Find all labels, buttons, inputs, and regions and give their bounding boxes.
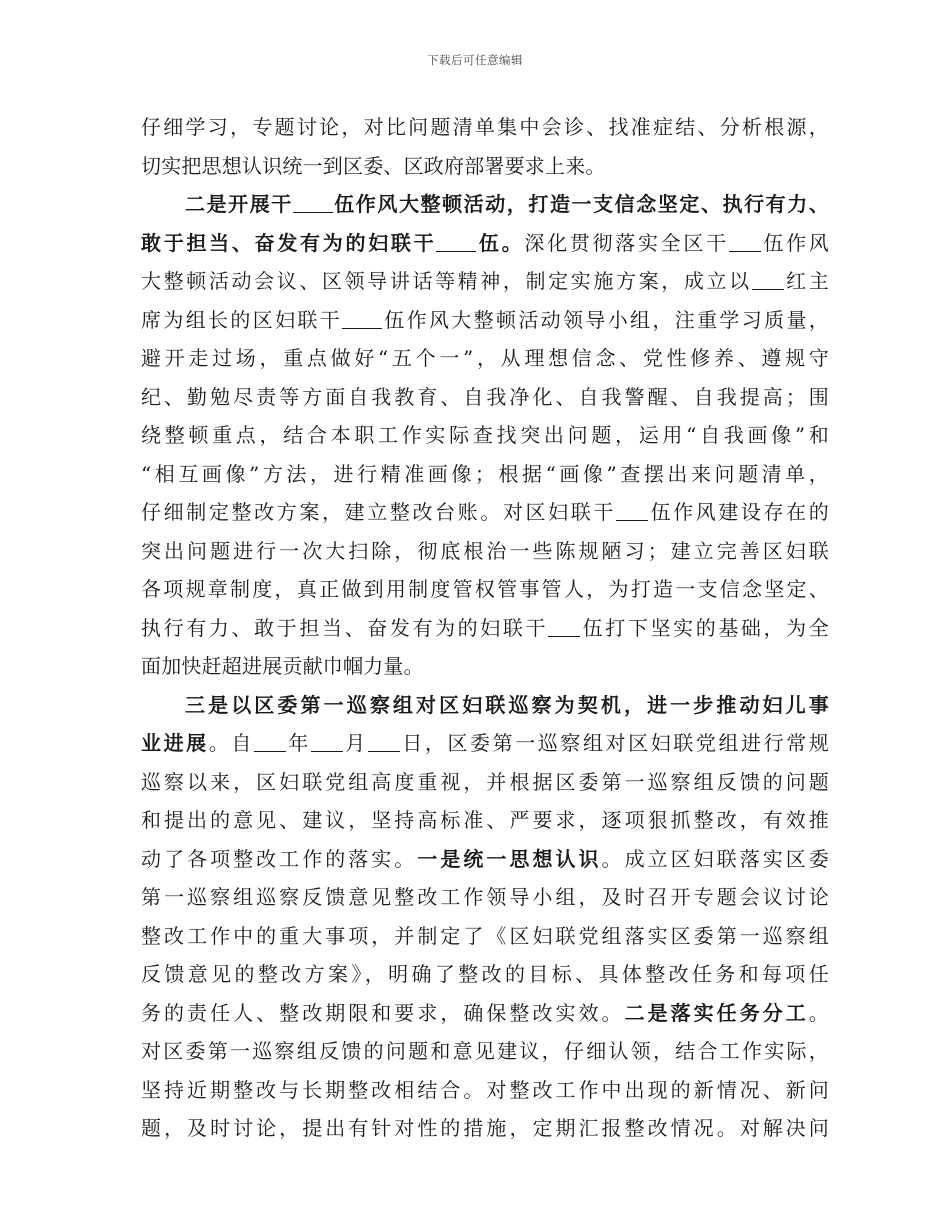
text-span: 二是落实任务分工 [624, 1000, 809, 1025]
text-span: 伍作风 [760, 230, 829, 255]
text-span: 。自 [208, 731, 254, 755]
text-line [141, 301, 829, 340]
fill-blank [729, 229, 761, 252]
text-line: “相互画像”方法，进行精准画像；根据“画像”查摆出来问题清单， [141, 461, 829, 486]
page-header: 下载后可任意编辑 [427, 53, 523, 67]
text-span: 日，区委第一巡察组对区妇联党组进行常规 [399, 731, 829, 755]
text-span: 敢于担当、奋发有为的妇联干 [141, 230, 437, 255]
text-span: 月 [342, 731, 368, 755]
text-line [141, 994, 829, 1033]
text-line [141, 224, 829, 263]
text-line: 突出问题进行一次大扫除，彻底根治一些陈规陋习；建立完善区妇联 [141, 538, 829, 563]
text-span: 二是开展干 [185, 192, 293, 216]
fill-blank [311, 729, 343, 752]
fill-blank [293, 190, 333, 213]
text-span: 伍作风大整顿活动，打造一支信念坚定、执行有力、 [332, 192, 829, 216]
text-span: 。成立区妇联落实区委 [601, 846, 829, 871]
text-span: 大整顿活动会议、区领导讲话等精神，制定实施方案，成立以 [141, 269, 752, 293]
text-span: 执行有力、敢于担当、奋发有为的妇联干 [141, 615, 549, 640]
text-line: 纪、勤勉尽责等方面自我教育、自我净化、自我警醒、自我提高；围 [141, 384, 829, 409]
text-span: 一是统一思想认识 [417, 846, 602, 871]
paragraph-heading-line: 三是以区委第一巡察组对区妇联巡察为契机，进一步推动妇儿事 [185, 692, 829, 717]
text-line [141, 724, 829, 763]
text-line [141, 493, 829, 532]
text-line: 坚持近期整改与长期整改相结合。对整改工作中出现的新情况、新问 [141, 1077, 829, 1102]
text-span: 。 [808, 1000, 829, 1025]
text-line: 整改工作中的重大事项，并制定了《区妇联党组落实区委第一巡察组 [141, 923, 829, 948]
text-span: 业进展 [141, 731, 209, 755]
text-span: 伍作风大整顿活动领导小组，注重学习质量， [382, 307, 829, 332]
fill-blank [342, 306, 382, 329]
text-span: 席为组长的区妇联干 [141, 307, 343, 332]
fill-blank [752, 267, 784, 290]
text-line: 和提出的意见、建议，坚持高标准、严要求，逐项狠抓整改，有效推 [141, 808, 829, 832]
text-line: 对区委第一巡察组反馈的问题和意见建议，仔细认领，结合工作实际， [141, 1039, 829, 1063]
text-line [141, 840, 829, 879]
text-line: 巡察以来，区妇联党组高度重视，并根据区委第一巡察组反馈的问题 [141, 769, 829, 794]
text-line: 第一巡察组巡察反馈意见整改工作领导小组，及时召开专题会议讨论 [141, 885, 829, 909]
text-line: 各项规章制度，真正做到用制度管权管事管人，为打造一支信念坚定、 [141, 577, 829, 601]
text-span: 红主 [783, 269, 829, 293]
text-span: 伍。 [476, 230, 525, 255]
paragraph-heading-line [141, 185, 829, 224]
text-line: 反馈意见的整改方案》，明确了整改的目标、具体整改任务和每项任 [141, 962, 829, 986]
text-line [141, 262, 829, 301]
document-body [141, 108, 829, 1148]
text-span: 务的责任人、整改期限和要求，确保整改实效。 [141, 1000, 625, 1025]
fill-blank [436, 229, 476, 252]
text-line: 题，及时讨论，提出有针对性的措施，定期汇报整改情况。对解决问 [141, 1116, 829, 1140]
fill-blank [616, 498, 648, 521]
text-line [141, 609, 829, 648]
text-span: 仔细制定整改方案，建立整改台账。对区妇联干 [141, 500, 617, 524]
text-span: 伍作风建设存在的 [648, 500, 829, 524]
text-line: 避开走过场，重点做好“五个一”，从理想信念、党性修养、遵规守 [141, 346, 829, 370]
text-span: 年 [285, 731, 311, 755]
text-line: 面加快赶超进展贡献巾帼力量。 [141, 654, 424, 678]
text-span: 动了各项整改工作的落实。 [141, 846, 418, 871]
text-line: 仔细学习，专题讨论，对比问题清单集中会诊、找准症结、分析根源， [141, 115, 829, 139]
fill-blank [368, 729, 400, 752]
text-line: 绕整顿重点，结合本职工作实际查找突出问题，运用“自我画像”和 [141, 423, 829, 447]
fill-blank [254, 729, 286, 752]
text-line: 切实把思想认识统一到区委、区政府部署要求上来。 [141, 153, 606, 178]
fill-blank [548, 614, 580, 637]
text-span: 深化贯彻落实全区干 [524, 230, 729, 255]
text-span: 伍打下坚实的基础，为全 [580, 615, 829, 640]
